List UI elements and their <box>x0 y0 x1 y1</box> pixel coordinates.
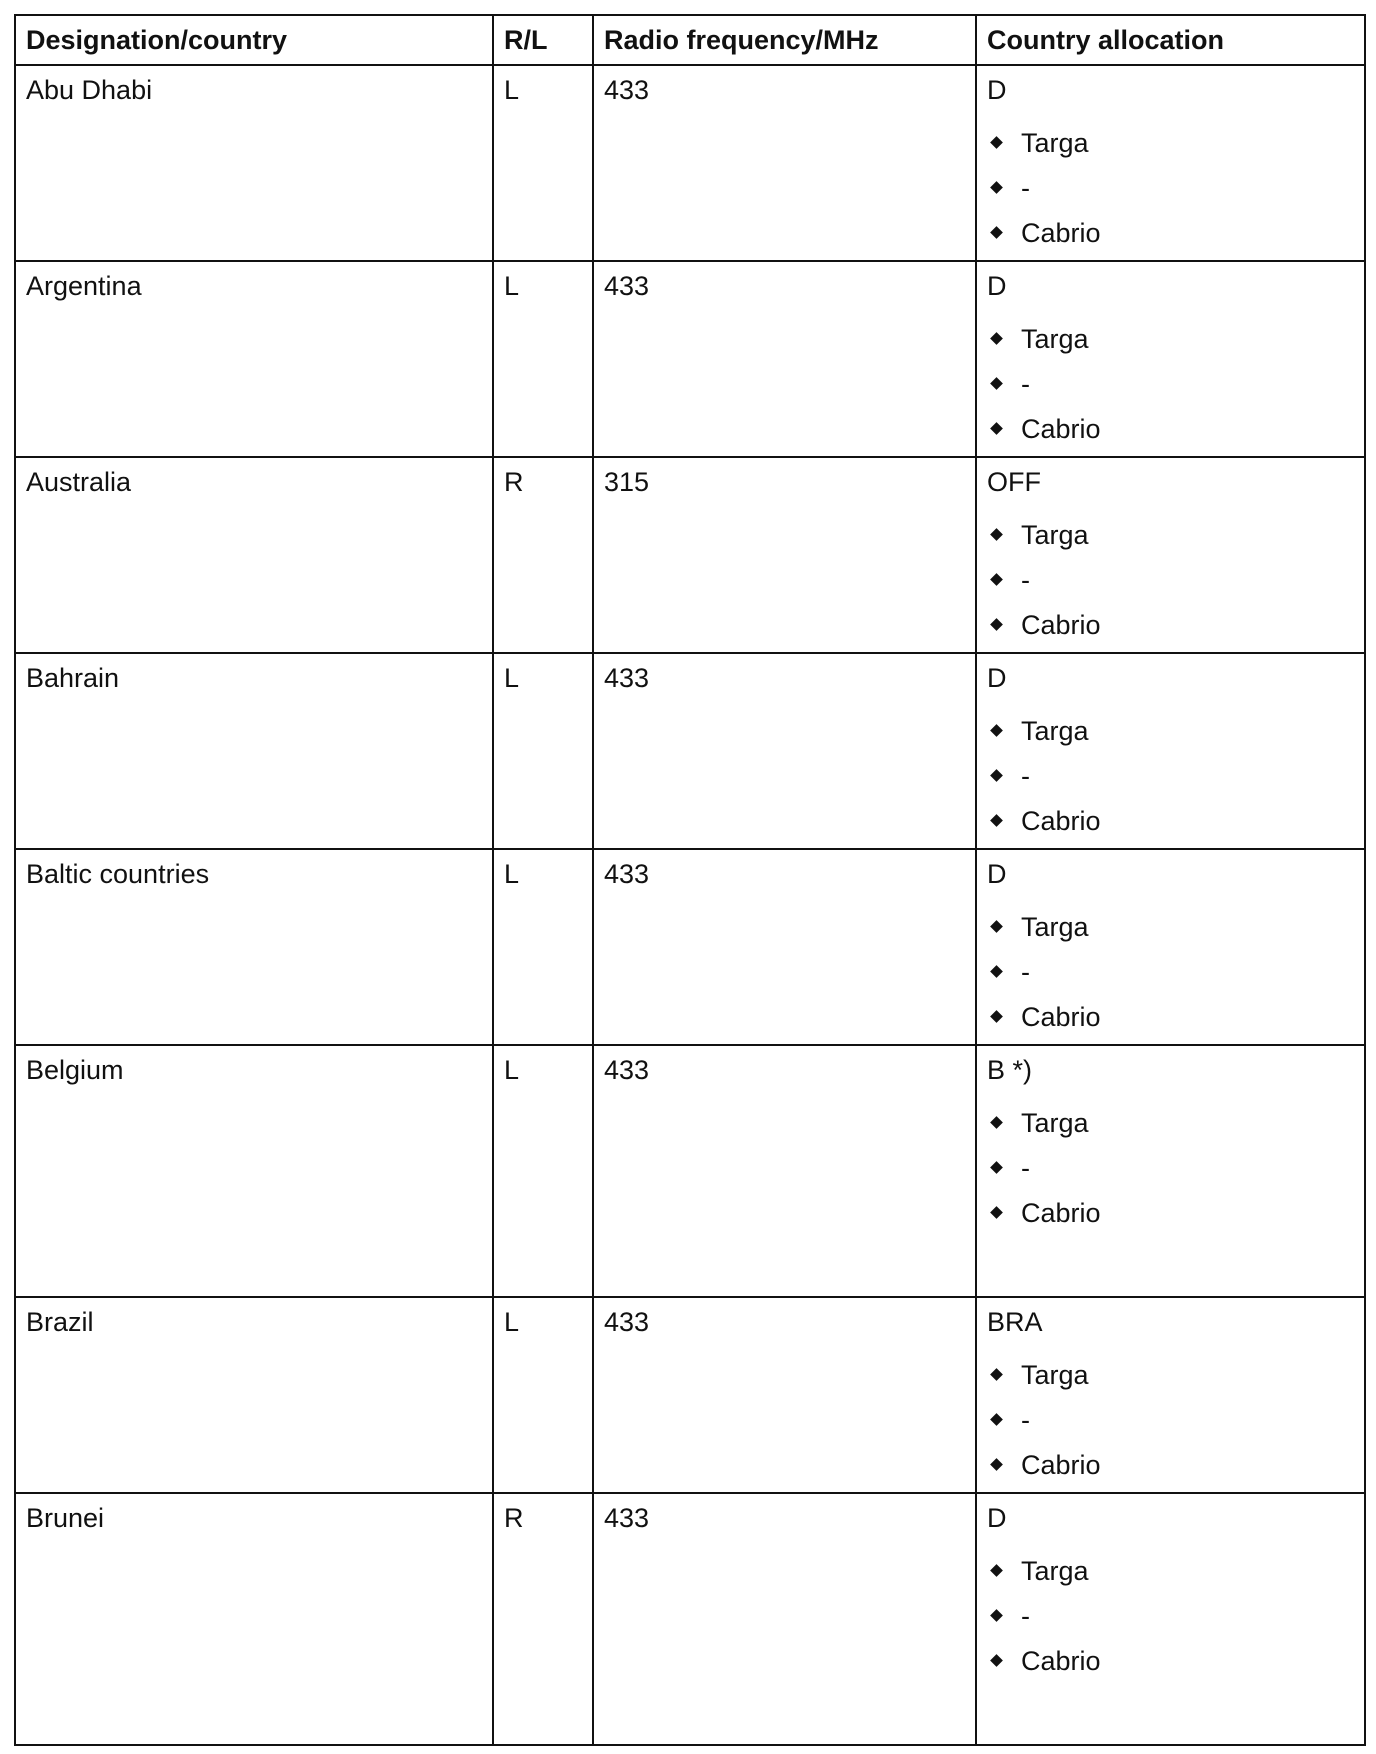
bullet-icon <box>990 1116 1003 1129</box>
cell-country: Abu Dhabi <box>15 65 493 261</box>
allocation-options <box>987 512 1354 647</box>
bullet-icon <box>990 1609 1003 1622</box>
cell-allocation <box>976 1493 1365 1745</box>
option-label: Cabrio <box>1021 609 1101 640</box>
list-item <box>987 1352 1354 1397</box>
option-label: - <box>1021 564 1030 595</box>
bullet-icon <box>990 1458 1003 1471</box>
header-rl: R/L <box>493 15 593 65</box>
bullet-icon <box>990 573 1003 586</box>
option-label: Targa <box>1021 519 1089 550</box>
option-label: Targa <box>1021 127 1089 158</box>
list-item <box>987 361 1354 406</box>
bullet-icon <box>990 1368 1003 1381</box>
option-label: - <box>1021 1404 1030 1435</box>
cell-frequency: 433 <box>593 261 976 457</box>
cell-allocation <box>976 65 1365 261</box>
cell-allocation <box>976 261 1365 457</box>
cell-frequency: 315 <box>593 457 976 653</box>
allocation-options <box>987 316 1354 451</box>
allocation-code: D <box>987 75 1007 105</box>
bullet-icon <box>990 769 1003 782</box>
cell-country: Brunei <box>15 1493 493 1745</box>
bullet-icon <box>990 136 1003 149</box>
bullet-icon <box>990 422 1003 435</box>
list-item <box>987 406 1354 451</box>
cell-frequency: 433 <box>593 1493 976 1745</box>
cell-allocation <box>976 457 1365 653</box>
cell-country: Bahrain <box>15 653 493 849</box>
table-row <box>15 65 1365 261</box>
allocation-options <box>987 904 1354 1039</box>
bullet-icon <box>990 332 1003 345</box>
cell-frequency: 433 <box>593 1297 976 1493</box>
allocation-code: BRA <box>987 1307 1043 1337</box>
option-label: Targa <box>1021 323 1089 354</box>
list-item <box>987 904 1354 949</box>
list-item <box>987 316 1354 361</box>
allocation-code: D <box>987 271 1007 301</box>
allocation-options <box>987 1100 1354 1235</box>
cell-rl: R <box>493 1493 593 1745</box>
list-item <box>987 1593 1354 1638</box>
list-item <box>987 210 1354 255</box>
bullet-icon <box>990 618 1003 631</box>
list-item <box>987 557 1354 602</box>
cell-allocation <box>976 849 1365 1045</box>
cell-country: Baltic countries <box>15 849 493 1045</box>
list-item <box>987 798 1354 843</box>
cell-rl: L <box>493 65 593 261</box>
cell-frequency: 433 <box>593 65 976 261</box>
bullet-icon <box>990 814 1003 827</box>
bullet-icon <box>990 1161 1003 1174</box>
option-label: - <box>1021 1600 1030 1631</box>
option-label: Cabrio <box>1021 413 1101 444</box>
cell-frequency: 433 <box>593 1045 976 1297</box>
allocation-code: D <box>987 663 1007 693</box>
list-item <box>987 165 1354 210</box>
header-designation-country: Designation/country <box>15 15 493 65</box>
bullet-icon <box>990 1413 1003 1426</box>
cell-allocation <box>976 653 1365 849</box>
list-item <box>987 708 1354 753</box>
bullet-icon <box>990 377 1003 390</box>
cell-frequency: 433 <box>593 849 976 1045</box>
bullet-icon <box>990 724 1003 737</box>
option-label: Targa <box>1021 1359 1089 1390</box>
cell-country: Belgium <box>15 1045 493 1297</box>
bullet-icon <box>990 920 1003 933</box>
list-item <box>987 1442 1354 1487</box>
list-item <box>987 512 1354 557</box>
table-header <box>15 15 1365 65</box>
option-label: Cabrio <box>1021 1197 1101 1228</box>
option-label: Targa <box>1021 715 1089 746</box>
list-item <box>987 949 1354 994</box>
cell-rl: L <box>493 849 593 1045</box>
cell-rl: L <box>493 1045 593 1297</box>
bullet-icon <box>990 226 1003 239</box>
option-label: Cabrio <box>1021 217 1101 248</box>
option-label: - <box>1021 1152 1030 1183</box>
cell-frequency: 433 <box>593 653 976 849</box>
option-label: Targa <box>1021 911 1089 942</box>
list-item <box>987 120 1354 165</box>
list-item <box>987 1190 1354 1235</box>
bullet-icon <box>990 1654 1003 1667</box>
cell-rl: R <box>493 457 593 653</box>
bullet-icon <box>990 1010 1003 1023</box>
cell-allocation <box>976 1297 1365 1493</box>
table-row <box>15 849 1365 1045</box>
list-item <box>987 1100 1354 1145</box>
option-label: - <box>1021 368 1030 399</box>
allocation-options <box>987 1548 1354 1683</box>
table-row <box>15 1297 1365 1493</box>
table-row <box>15 457 1365 653</box>
allocation-code: OFF <box>987 467 1041 497</box>
option-label: Cabrio <box>1021 1645 1101 1676</box>
list-item <box>987 994 1354 1039</box>
header-radio-frequency: Radio frequency/MHz <box>593 15 976 65</box>
cell-rl: L <box>493 653 593 849</box>
list-item <box>987 1397 1354 1442</box>
allocation-options <box>987 1352 1354 1487</box>
list-item <box>987 1548 1354 1593</box>
header-row <box>15 15 1365 65</box>
option-label: - <box>1021 956 1030 987</box>
list-item <box>987 1638 1354 1683</box>
table-row <box>15 653 1365 849</box>
cell-allocation <box>976 1045 1365 1297</box>
table-row <box>15 261 1365 457</box>
allocation-code: D <box>987 859 1007 889</box>
bullet-icon <box>990 528 1003 541</box>
list-item <box>987 602 1354 647</box>
header-country-allocation: Country allocation <box>976 15 1365 65</box>
cell-country: Australia <box>15 457 493 653</box>
cell-rl: L <box>493 261 593 457</box>
allocation-code: D <box>987 1503 1007 1533</box>
cell-rl: L <box>493 1297 593 1493</box>
table-body <box>15 65 1365 1745</box>
option-label: Targa <box>1021 1107 1089 1138</box>
bullet-icon <box>990 965 1003 978</box>
bullet-icon <box>990 1206 1003 1219</box>
cell-country: Argentina <box>15 261 493 457</box>
option-label: Cabrio <box>1021 805 1101 836</box>
allocation-code: B *) <box>987 1055 1033 1085</box>
table-row <box>15 1045 1365 1297</box>
country-allocation-table <box>14 14 1366 1746</box>
option-label: Cabrio <box>1021 1001 1101 1032</box>
list-item <box>987 1145 1354 1190</box>
option-label: - <box>1021 172 1030 203</box>
option-label: - <box>1021 760 1030 791</box>
list-item <box>987 753 1354 798</box>
cell-country: Brazil <box>15 1297 493 1493</box>
allocation-options <box>987 708 1354 843</box>
bullet-icon <box>990 1564 1003 1577</box>
allocation-options <box>987 120 1354 255</box>
table-row <box>15 1493 1365 1745</box>
option-label: Targa <box>1021 1555 1089 1586</box>
option-label: Cabrio <box>1021 1449 1101 1480</box>
bullet-icon <box>990 181 1003 194</box>
